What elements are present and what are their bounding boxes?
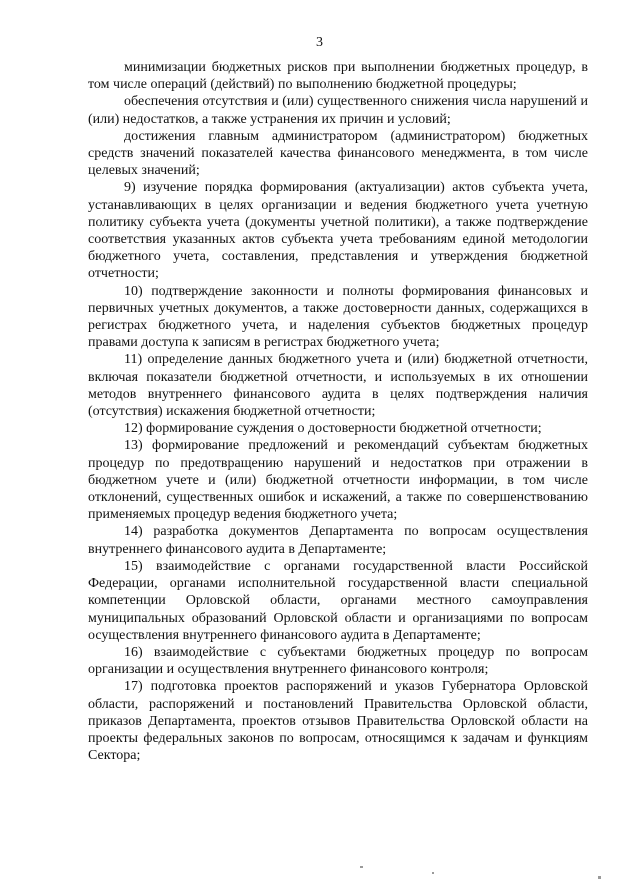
paragraph: 15) взаимодействие с органами государственной власти Российской Федерации, органами исполнительной государственной власти специальной компетенции Орловской области, органами местного самоуправления муниципальных образований Орловской области и организациями по вопросам осуществления внутреннего финансового аудита в Департаменте; [88,558,588,643]
paragraph: 9) изучение порядка формирования (актуализации) актов субъекта учета, устанавливающих в целях организации и ведения бюджетного учета учетную политику субъекта учета (документы учетной политики), а также подтверждение соответствия указанных актов субъекта учета требованиям единой методологии бюджетного учета, составления, представления и утверждения бюджетной отчетности; [88,180,588,282]
paragraph: минимизации бюджетных рисков при выполнении бюджетных процедур, в том числе операций (действий) по выполнению бюджетной процедуры; [88,60,588,93]
scan-speck [360,866,363,868]
scan-speck [432,872,434,874]
document-body [88,59,588,764]
paragraph: 17) подготовка проектов распоряжений и указов Губернатора Орловской области, распоряжений и постановлений Правительства Орловской области, приказов Департамента, проектов отзывов Правительства Орловской области на проекты федеральных законов по вопросам, относящимся к задачам и функциям Сектора; [88,679,588,764]
paragraph: обеспечения отсутствия и (или) существенного снижения числа нарушений и (или) недостатков, а также устранения их причин и условий; [88,94,588,127]
paragraph: 14) разработка документов Департамента по вопросам осуществления внутреннего финансового аудита в Департаменте; [88,524,588,557]
paragraph: 16) взаимодействие с субъектами бюджетных процедур по вопросам организации и осуществления внутреннего финансового контроля; [88,644,588,678]
paragraph: 11) определение данных бюджетного учета и (или) бюджетной отчетности, включая показатели бюджетной отчетности, и используемых в их отношении методов внутреннего финансового аудита в целях подтверждения наличия (отсутствия) искажения бюджетной отчетности; [88,352,588,420]
paragraph: 13) формирование предложений и рекомендаций субъектам бюджетных процедур по предотвращению нарушений и недостатков при отражении в бюджетном учете и (или) бюджетной отчетности информации, в том числе отклонений, существенных ошибок и искажений, а также по совершенствованию применяемых процедур ведения бюджетного учета; [88,438,588,523]
scan-speck [598,876,601,879]
paragraph: достижения главным администратором (администратором) бюджетных средств значений показателей качества финансового менеджмента, в том числе целевых значений; [88,128,588,179]
page-number: 3 [316,35,323,50]
paragraph: 12) формирование суждения о достоверности бюджетной отчетности; [124,421,542,437]
paragraph: 10) подтверждение законности и полноты формирования финансовых и первичных учетных документов, а также достоверности данных, содержащихся в регистрах бюджетного учета, и наделения субъектов бюджетных процедур правами доступа к записям в регистрах бюджетного учета; [88,283,588,351]
